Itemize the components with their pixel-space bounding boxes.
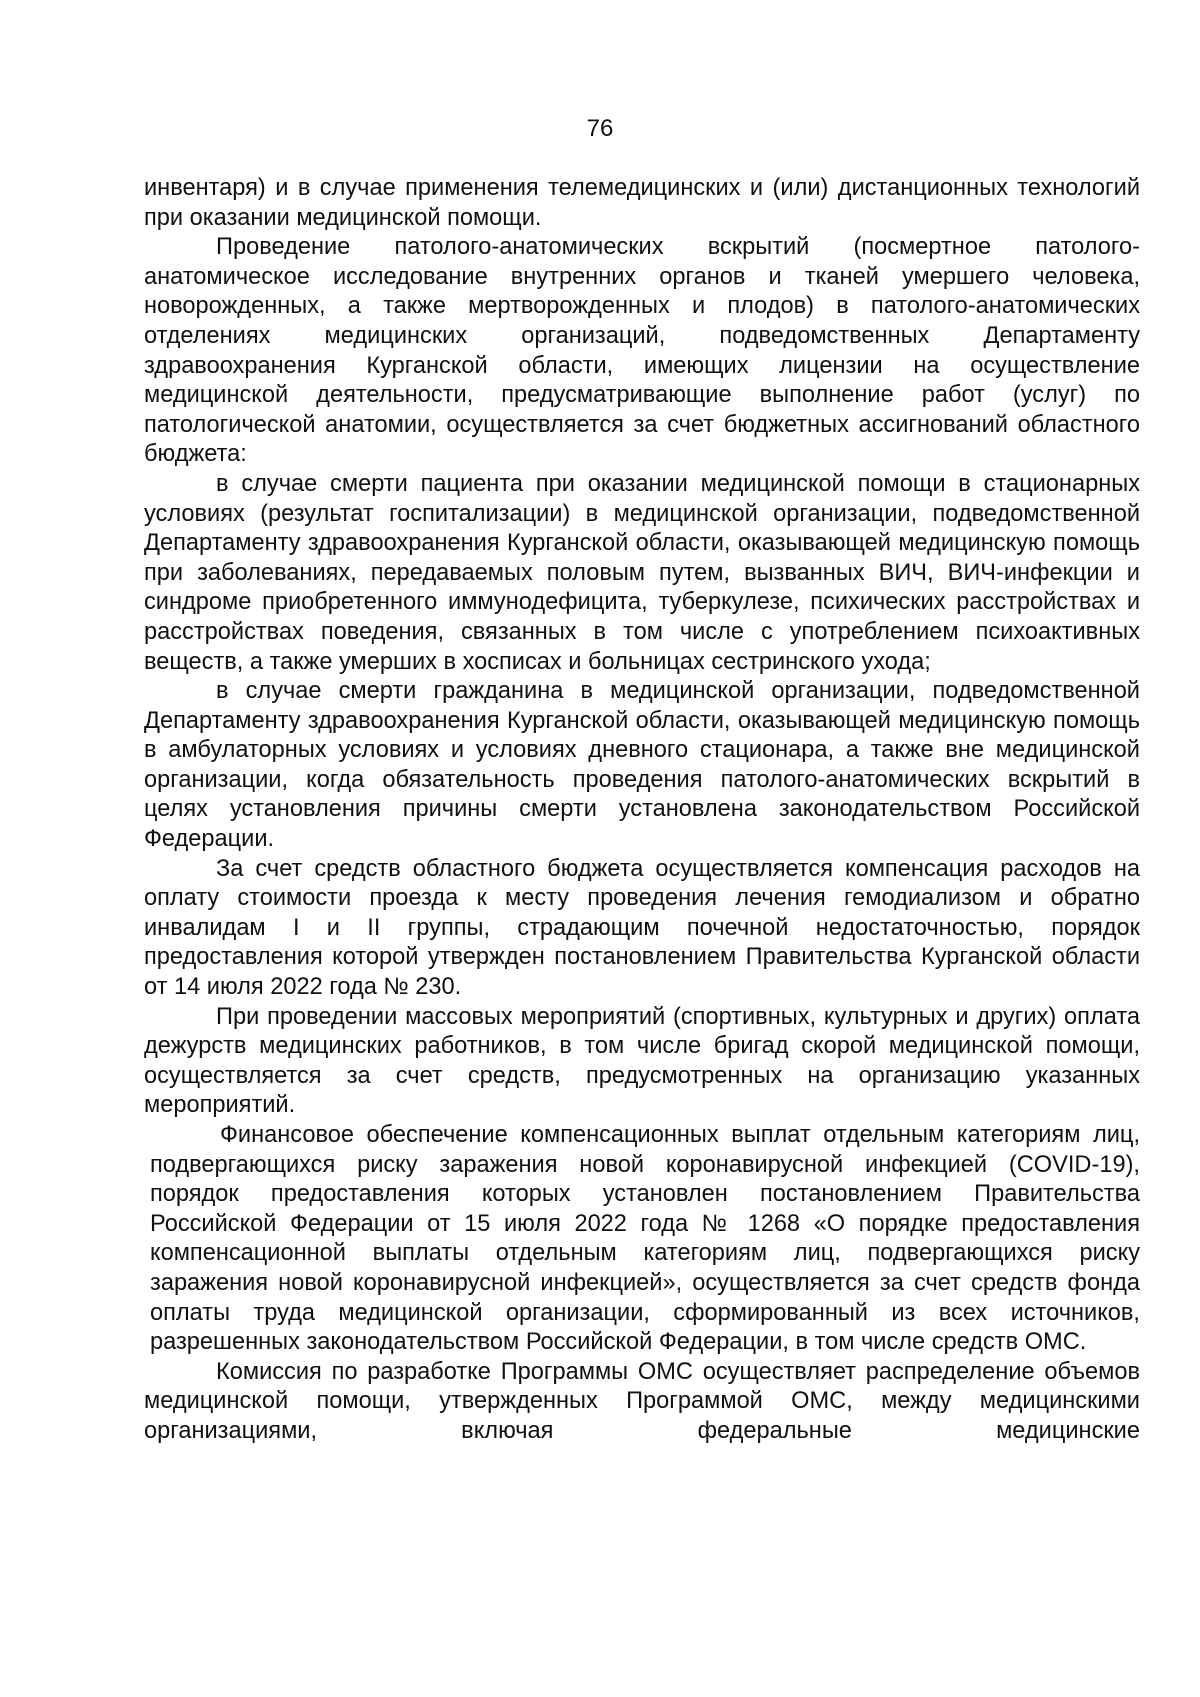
paragraph-mass-events-duty: При проведении массовых мероприятий (спортивных, культурных и других) оплата дежурств медицинских работников, в том числе бригад скорой медицинской помощи, осуществляется за счет средств, предусмотренных на организацию указанных мероприятий. [144,1003,1140,1119]
paragraph-covid-compensation: Финансовое обеспечение компенсационных выплат отдельным категориям лиц, подвергающихся риску заражения новой коронавирусной инфекцией (COVID-19), порядок предоставления которых установлен постановлением Правительства Российской Федерации от 15 июля 2022 года № 1268 «О порядке предоставления компенсационной выплаты отдельным категориям лиц, подвергающихся риску заражения новой коронавирусной инфекцией», осуществляется за счет средств фонда оплаты труда медицинской организации, сформированный из всех источников, разрешенных законодательством Российской Федерации, в том числе средств ОМС. [150,1122,1140,1356]
paragraph-hemodialysis-compensation: За счет средств областного бюджета осуществляется компенсация расходов на оплату стоимости проезда к месту проведения лечения гемодиализом и обратно инвалидам I и II группы, страдающим почечной недостаточностью, порядок предоставления которой утвержден постановлением Правительства Курганской области от 14 июля 2022 года № 230. [144,855,1140,1001]
paragraph-outpatient-death-case: в случае смерти гражданина в медицинской организации, подведомственной Департаменту здравоохранения Курганской области, оказывающей медицинскую помощь в амбулаторных условиях и условиях дневного стационара, а также вне медицинской организации, когда обязательность проведения патолого-анатомических вскрытий в целях установления причины смерти установлена законодательством Российской Федерации. [144,678,1140,853]
paragraph-inpatient-death-case: в случае смерти пациента при оказании медицинской помощи в стационарных условиях (результат госпитализации) в медицинской организации, подведомственной Департаменту здравоохранения Курганской области, оказывающей медицинскую помощь при заболеваниях, передаваемых половым путем, вызванных ВИЧ, ВИЧ-инфекции и синдроме приобретенного иммунодефицита, туберкулезе, психических расстройствах и расстройствах поведения, связанных в том числе с употреблением психоактивных веществ, а также умерших в хосписах и больницах сестринского ухода; [144,470,1140,675]
paragraph-oms-commission: Комиссия по разработке Программы ОМС осуществляет распределение объемов медицинской помощи, утвержденных Программой ОМС, между медицинскими организациями, включая федеральные медицинские [144,1358,1140,1444]
page-number: 76 [586,115,614,142]
document-body [144,174,1140,1447]
paragraph-autopsy-funding: Проведение патолого-анатомических вскрытий (посмертное патолого-анатомическое исследование внутренних органов и тканей умершего человека, новорожденных, а также мертворожденных и плодов) в патолого-анатомических отделениях медицинских организаций, подведомственных Департаменту здравоохранения Курганской области, имеющих лицензии на осуществление медицинской деятельности, предусматривающие выполнение работ (услуг) по патологической анатомии, осуществляется за счет бюджетных ассигнований областного бюджета: [144,234,1140,468]
paragraph-continuation: инвентаря) и в случае применения телемедицинских и (или) дистанционных технологий при оказании медицинской помощи. [144,175,1140,231]
